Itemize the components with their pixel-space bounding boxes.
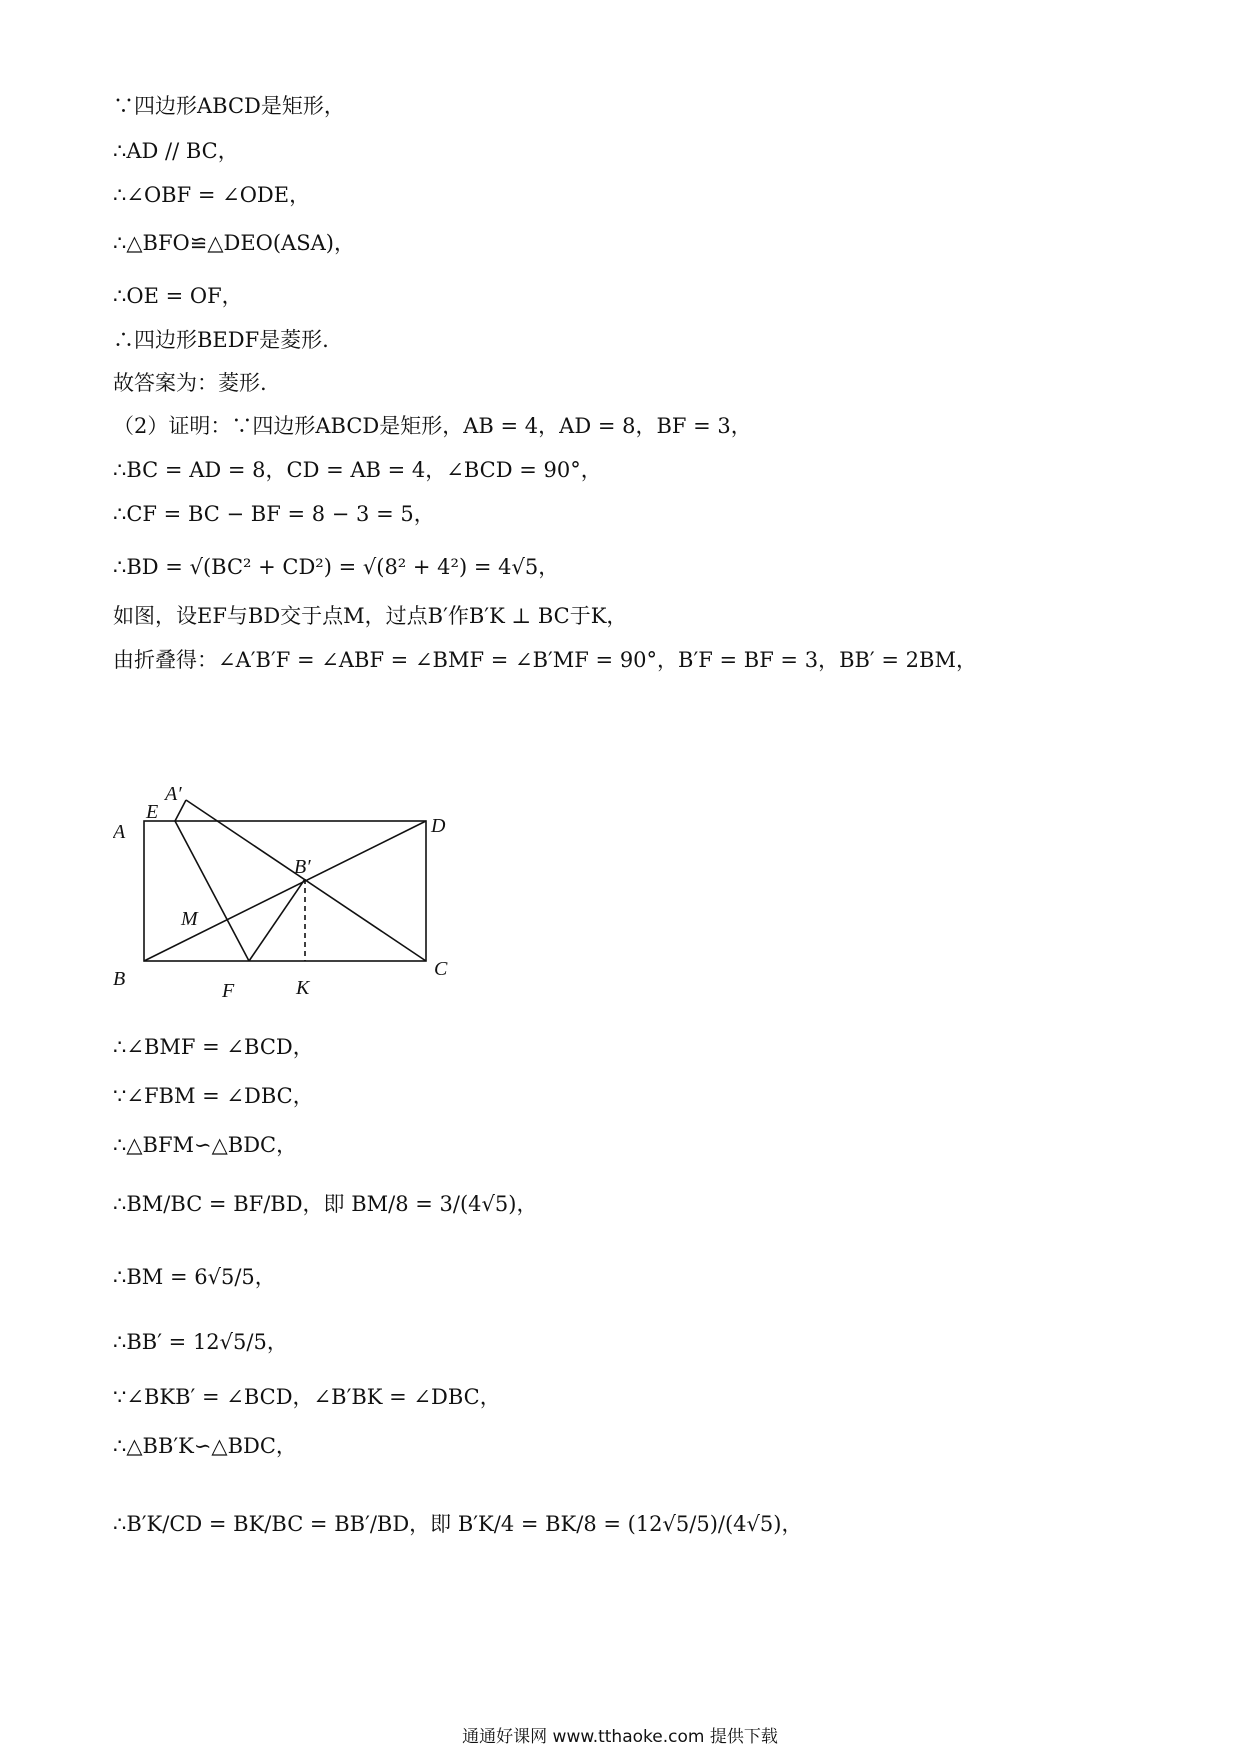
label-c: C (434, 958, 448, 980)
segment-f-b-prime (249, 879, 305, 961)
footer-watermark: 通通好课网 www.tthaoke.com 提供下载 (462, 1727, 778, 1747)
line-17: ∴BM/BC = BF/BD，即 BM/8 = 3/(4√5)， (113, 1192, 538, 1216)
line-7: 故答案为：菱形. (113, 371, 267, 395)
line-4: ∴△BFO≌△DEO(ASA)， (113, 231, 355, 255)
line-10: ∴CF = BC − BF = 8 − 3 = 5， (113, 502, 435, 526)
label-f: F (222, 980, 235, 1002)
line-8: （2）证明：∵四边形ABCD是矩形，AB = 4，AD = 8，BF = 3， (113, 414, 752, 438)
line-1: ∵四边形ABCD是矩形， (113, 94, 345, 118)
label-a-prime: A′ (165, 783, 182, 805)
label-a: A (113, 821, 126, 843)
line-11: ∴BD = √(BC² + CD²) = √(8² + 4²) = 4√5， (113, 555, 560, 579)
geometry-figure (113, 775, 513, 1005)
line-9: ∴BC = AD = 8，CD = AB = 4，∠BCD = 90°， (113, 458, 602, 482)
label-b-prime: B′ (294, 856, 311, 878)
line-14: ∴∠BMF = ∠BCD， (113, 1035, 314, 1059)
label-b: B (113, 968, 126, 990)
line-21: ∴△BB′K∽△BDC， (113, 1434, 297, 1458)
label-e: E (146, 801, 159, 823)
label-d: D (431, 815, 446, 837)
line-6: ∴四边形BEDF是菱形. (113, 328, 329, 352)
label-k: K (296, 977, 310, 999)
line-15: ∵∠FBM = ∠DBC， (113, 1084, 314, 1108)
label-m: M (181, 908, 198, 930)
line-5: ∴OE = OF， (113, 284, 243, 308)
line-3: ∴∠OBF = ∠ODE， (113, 183, 311, 207)
line-2: ∴AD // BC， (113, 139, 239, 163)
line-18: ∴BM = 6√5/5， (113, 1265, 276, 1289)
line-20: ∵∠BKB′ = ∠BCD，∠B′BK = ∠DBC， (113, 1385, 501, 1409)
line-12: 如图，设EF与BD交于点M，过点B′作B′K ⊥ BC于K， (113, 604, 628, 628)
line-22: ∴B′K/CD = BK/BC = BB′/BD，即 B′K/4 = BK/8 = (12√5/5)/(4√5)， (113, 1512, 803, 1536)
line-16: ∴△BFM∽△BDC， (113, 1133, 298, 1157)
line-19: ∴BB′ = 12√5/5， (113, 1330, 288, 1354)
line-13: 由折叠得：∠A′B′F = ∠ABF = ∠BMF = ∠B′MF = 90°，B′F = BF = 3，BB′ = 2BM， (113, 648, 977, 672)
line-a-prime-c (186, 800, 426, 961)
